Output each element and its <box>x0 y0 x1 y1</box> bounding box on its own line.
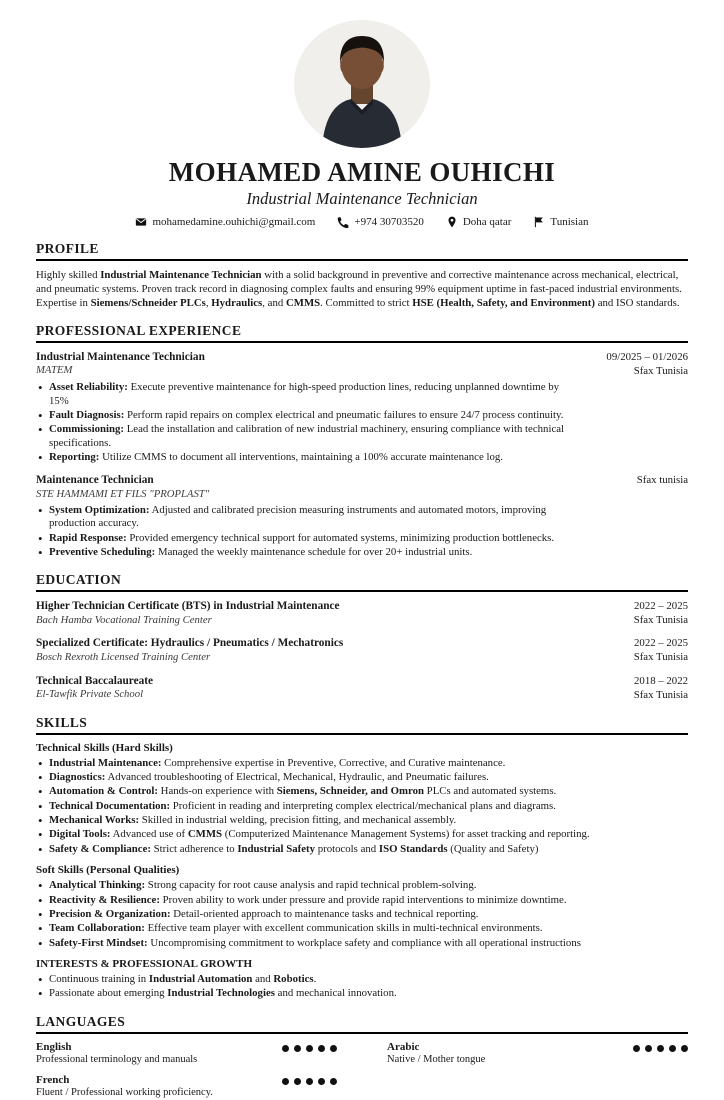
experience-entry <box>36 350 688 464</box>
skills-list <box>36 757 688 857</box>
education-location: Sfax Tunisia <box>633 688 688 701</box>
job-title: Industrial Maintenance Technician <box>36 351 205 364</box>
skill-item: • Industrial Maintenance: Comprehensive expertise in Preventive, Corrective, and Curative maintenance. <box>36 757 688 770</box>
skills-list <box>36 879 688 950</box>
location-pin-icon <box>446 216 458 228</box>
profile-photo <box>294 20 430 148</box>
education-entry <box>36 636 688 664</box>
education-dates: 2018 – 2022 <box>634 674 688 687</box>
bullet-item: • Fault Diagnosis: Perform rapid repairs on complex electrical and pneumatic failures to ensure 24/7 process continuity. <box>36 409 581 422</box>
email-text: mohamedamine.ouhichi@gmail.com <box>152 216 316 228</box>
bullet-item: • Reporting: Utilize CMMS to document all interventions, maintaining a 100% accurate maintenance log. <box>36 451 581 464</box>
skills-group-title: Soft Skills (Personal Qualities) <box>36 864 180 877</box>
company-name: MATEM <box>36 364 73 377</box>
nationality-text: Tunisian <box>550 216 589 228</box>
degree-title: Specialized Certificate: Hydraulics / Pneumatics / Mechatronics <box>36 637 344 650</box>
resume-header <box>36 20 688 228</box>
experience-entry <box>36 473 688 559</box>
contact-location <box>446 216 512 228</box>
skill-item: • Digital Tools: Advanced use of CMMS (Computerized Maintenance Management Systems) for asset tracking and reporting. <box>36 828 688 841</box>
profile-heading: PROFILE <box>36 241 688 261</box>
skill-item: • Safety & Compliance: Strict adherence to Industrial Safety protocols and ISO Standards (Quality and Safety) <box>36 843 688 856</box>
language-item <box>36 1041 337 1067</box>
job-bullet-list <box>36 381 688 464</box>
language-name: Arabic <box>387 1040 420 1053</box>
school-name: Bosch Rexroth Licensed Training Center <box>36 650 211 663</box>
bullet-item: • System Optimization: Adjusted and calibrated precision measuring instruments and automated motors, improving production accuracy. <box>36 504 581 531</box>
education-dates: 2022 – 2025 <box>634 600 688 613</box>
language-level-dots <box>282 1045 337 1052</box>
section-skills <box>36 715 688 1001</box>
languages-grid <box>36 1041 688 1100</box>
interest-item: • Continuous training in Industrial Automation and Robotics. <box>36 973 688 986</box>
experience-entry-header <box>36 350 688 378</box>
degree-title: Higher Technician Certificate (BTS) in Industrial Maintenance <box>36 600 340 613</box>
school-name: El-Tawfik Private School <box>36 687 144 700</box>
skill-item: • Technical Documentation: Proficient in reading and interpreting complex electrical/mechanical plans and diagrams. <box>36 800 688 813</box>
skill-item: • Automation & Control: Hands-on experience with Siemens, Schneider, and Omron PLCs and automated systems. <box>36 785 688 798</box>
job-title: Maintenance Technician <box>36 474 154 487</box>
education-heading: EDUCATION <box>36 572 688 592</box>
contact-nationality <box>533 216 588 228</box>
skill-item: • Team Collaboration: Effective team player with excellent communication skills in multi-technical environments. <box>36 922 688 935</box>
education-entry <box>36 674 688 702</box>
phone-icon <box>337 216 349 228</box>
school-name: Bach Hamba Vocational Training Center <box>36 613 212 626</box>
language-description: Professional terminology and manuals <box>36 1053 198 1065</box>
education-dates: 2022 – 2025 <box>634 637 688 650</box>
degree-title: Technical Baccalaureate <box>36 674 154 687</box>
skills-heading: SKILLS <box>36 715 688 735</box>
language-description: Fluent / Professional working proficiency. <box>36 1087 213 1099</box>
company-name: STE HAMMAMI ET FILS "PROPLAST" <box>36 487 210 500</box>
skill-item: • Mechanical Works: Skilled in industrial welding, precision fitting, and mechanical assembly. <box>36 814 688 827</box>
job-bullet-list <box>36 504 688 560</box>
section-education <box>36 572 688 701</box>
contact-row <box>36 216 688 228</box>
contact-phone <box>337 216 423 228</box>
interests-list <box>36 973 688 1001</box>
candidate-name: MOHAMED AMINE OUHICHI <box>168 157 556 187</box>
skill-item: • Analytical Thinking: Strong capacity for root cause analysis and rapid technical problem-solving. <box>36 879 688 892</box>
language-level-dots <box>282 1078 337 1085</box>
portrait-illustration <box>294 20 430 148</box>
contact-email <box>135 216 315 228</box>
language-name: English <box>36 1040 72 1053</box>
candidate-job-title: Industrial Maintenance Technician <box>246 189 478 208</box>
interest-item: • Passionate about emerging Industrial Technologies and mechanical innovation. <box>36 987 688 1000</box>
job-location: Sfax Tunisia <box>633 365 688 378</box>
skill-item: • Precision & Organization: Detail-oriented approach to maintenance tasks and technical reporting. <box>36 908 688 921</box>
job-location: Sfax tunisia <box>636 474 688 487</box>
section-experience <box>36 323 688 559</box>
email-icon <box>135 216 147 228</box>
location-text: Doha qatar <box>462 216 512 228</box>
language-item <box>36 1074 337 1100</box>
skill-item: • Diagnostics: Advanced troubleshooting of Electrical, Mechanical, Hydraulic, and Pneumatic failures. <box>36 771 688 784</box>
languages-heading: LANGUAGES <box>36 1014 688 1034</box>
language-level-dots <box>633 1045 688 1052</box>
section-profile <box>36 241 688 310</box>
experience-heading: PROFESSIONAL EXPERIENCE <box>36 323 688 343</box>
bullet-item: • Rapid Response: Provided emergency technical support for automated systems, minimizing production bottlenecks. <box>36 532 581 545</box>
skill-item: • Reactivity & Resilience: Proven ability to work under pressure and provide rapid interventions to minimize downtime. <box>36 894 688 907</box>
bullet-item: • Commissioning: Lead the installation and calibration of new industrial machinery, ensuring compliance with technical specifications. <box>36 423 581 450</box>
language-item <box>387 1041 688 1067</box>
bullet-item: • Asset Reliability: Execute preventive maintenance for high-speed production lines, reducing unplanned downtime by 15% <box>36 381 581 408</box>
education-location: Sfax Tunisia <box>633 651 688 664</box>
language-name: French <box>36 1074 70 1087</box>
experience-entry-header <box>36 473 688 500</box>
bullet-item: • Preventive Scheduling: Managed the weekly maintenance schedule for over 20+ industrial units. <box>36 546 581 559</box>
flag-icon <box>533 216 545 228</box>
profile-text: Highly skilled Industrial Maintenance Technician with a solid background in preventive and corrective maintenance across mechanical, electrical, and pneumatic systems. Proven track record in diagnosing complex faults and ensuring 99% equipment uptime in fast-paced industrial environments. Expertise in Siemens/Schneider PLCs, Hydraulics, and CMMS. Committed to strict HSE (Health, Safety, and Environment) and ISO standards. <box>36 269 682 310</box>
education-entry <box>36 599 688 627</box>
job-dates: 09/2025 – 01/2026 <box>606 351 688 364</box>
education-location: Sfax Tunisia <box>633 614 688 627</box>
phone-text: +974 30703520 <box>354 216 424 228</box>
language-description: Native / Mother tongue <box>387 1053 486 1065</box>
section-languages <box>36 1014 688 1100</box>
interests-group-title: INTERESTS & PROFESSIONAL GROWTH <box>36 958 253 971</box>
skill-item: • Safety-First Mindset: Uncompromising commitment to workplace safety and compliance with all operational instructions <box>36 937 688 950</box>
skills-group-title: Technical Skills (Hard Skills) <box>36 741 173 754</box>
